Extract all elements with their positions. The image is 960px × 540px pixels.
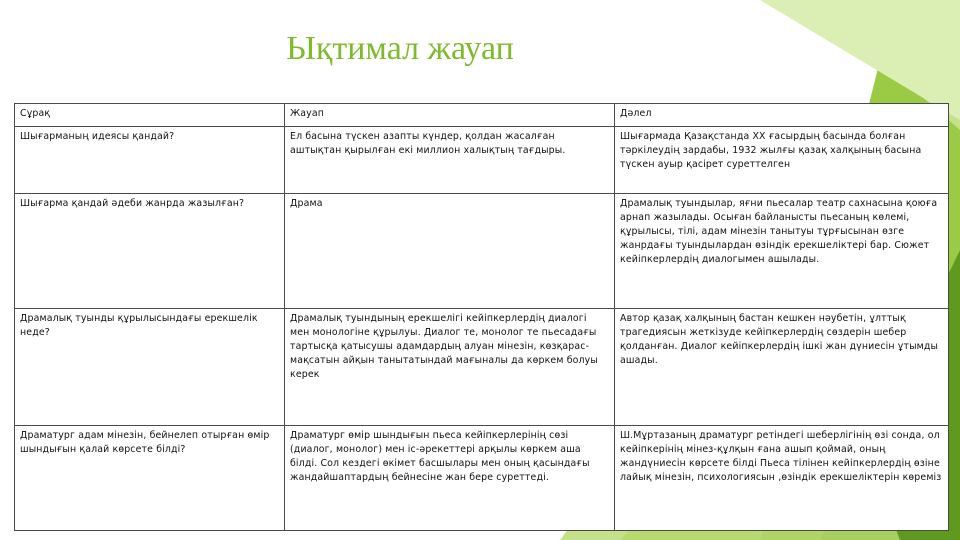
cell-answer: Драма <box>285 194 615 309</box>
cell-question: Драматург адам мінезін, бейнелеп отырған өмір шындығын қалай көрсете білді? <box>15 426 285 531</box>
cell-evidence: Драмалық туындылар, яғни пьесалар театр сахнасына қоюға арнап жазылады. Осыған байланысты пьесаның көлемі, құрылысы, тілі, адам мінезін танытуы тұрғысынан өзге жанрдағы туындылардан өзіндік ерекшеліктері бар. Сюжет кейіпкерлердің диалогымен ашылады. <box>615 194 949 309</box>
slide-title: Ықтимал жауап <box>286 30 514 67</box>
cell-question: Драмалық туынды құрылысындағы ерекшелік неде? <box>15 309 285 426</box>
answer-table <box>14 103 949 531</box>
header-answer: Жауап <box>285 104 615 127</box>
header-question: Сұрақ <box>15 104 285 127</box>
table-row <box>15 309 949 426</box>
table-row <box>15 127 949 194</box>
cell-question: Шығарма қандай әдеби жанрда жазылған? <box>15 194 285 309</box>
table-row <box>15 194 949 309</box>
cell-evidence: Шығармада Қазақстанда ХХ ғасырдың басында болған тәркілеудің зардабы, 1932 жылғы қазақ халқының басына түскен ауыр қасірет суреттелген <box>615 127 949 194</box>
table-row <box>15 426 949 531</box>
table-header-row <box>15 104 949 127</box>
header-evidence: Дәлел <box>615 104 949 127</box>
cell-question: Шығарманың идеясы қандай? <box>15 127 285 194</box>
cell-answer: Ел басына түскен азапты күндер, қолдан жасалған аштықтан қырылған екі миллион халықтың тағдыры. <box>285 127 615 194</box>
cell-answer: Драмалық туындының ерекшелігі кейіпкерлердің диалогі мен монологіне құрылуы. Диалог те, монолог те пьесадағы тартысқа қатысушы адамдардың алуан мінезін, көзқарас-мақсатын айқын танытатындай мағыналы да көркем болуы керек <box>285 309 615 426</box>
cell-evidence: Автор қазақ халқының бастан кешкен нәубетін, ұлттық трагедиясын жеткізуде кейіпкерлердің сөздерін шебер қолданған. Диалог кейіпкерлердің ішкі жан дүниесін ұтымды ашады. <box>615 309 949 426</box>
cell-evidence: Ш.Мұртазаның драматург ретіндегі шеберлігінің өзі сонда, ол кейіпкерінің мінез-құлқын ғана ашып қоймай, оның жандүниесін көрсете білді Пьеса тілінен кейіпкерлердің өзіне лайық мінезін, психологиясын ,өзіндік ерекшеліктерін көреміз <box>615 426 949 531</box>
cell-answer: Драматург өмір шындығын пьеса кейіпкерлерінің сөзі (диалог, монолог) мен іс-әрекеттері арқылы көркем аша білді. Сол кездегі өкімет басшылары мен оның қасындағы жандайшаптардың бейнесіне жан бере суреттеді. <box>285 426 615 531</box>
